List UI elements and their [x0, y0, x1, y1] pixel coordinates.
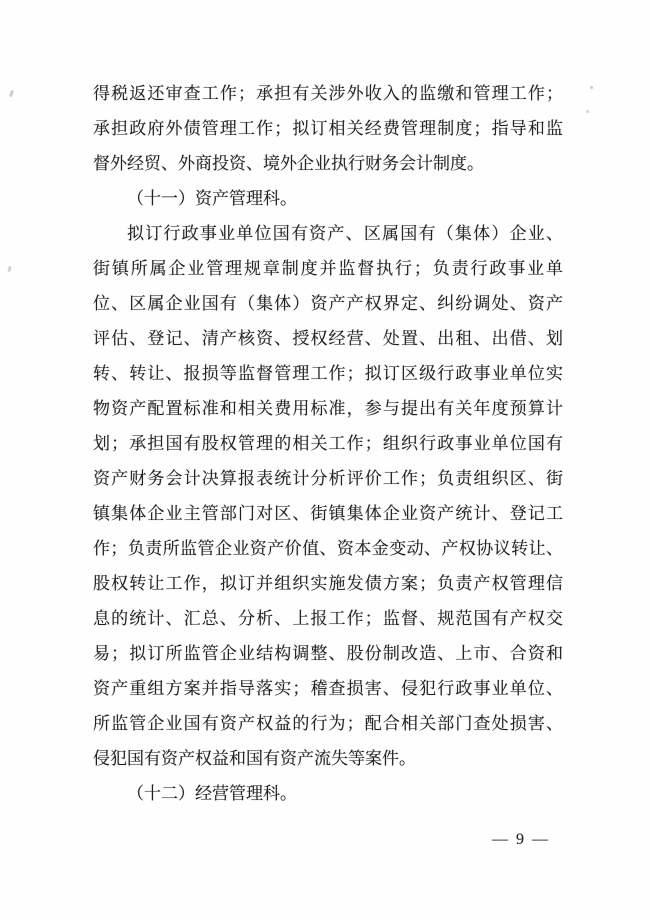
text-line: 评估、登记、清产核资、授权经营、处置、出租、出借、划 [93, 329, 563, 348]
text-line: 息的统计、汇总、分析、上报工作；监督、规范国有产权交 [93, 609, 563, 628]
page-number: — 9 — [492, 831, 550, 848]
text-line: 易；拟订所监管企业结构调整、股份制改造、上市、合资和 [93, 644, 563, 663]
scan-artifact [590, 86, 593, 89]
text-line: 督外经贸、外商投资、境外企业执行财务会计制度。 [93, 154, 484, 173]
text-line: 转、转让、报损等监督管理工作；拟订区级行政事业单位实 [93, 364, 563, 383]
document-body [93, 76, 563, 811]
text-line: 资产重组方案并指导落实；稽查损害、侵犯行政事业单位、 [93, 679, 563, 698]
text-line: 划；承担国有股权管理的相关工作；组织行政事业单位国有 [93, 434, 563, 453]
text-line: 位、区属企业国有（集体）资产产权界定、纠纷调处、资产 [93, 294, 563, 313]
text-line: 物资产配置标准和相关费用标准，参与提出有关年度预算计 [93, 399, 563, 418]
text-line: （十二）经营管理科。 [127, 784, 297, 803]
text-line: 街镇所属企业管理规章制度并监督执行；负责行政事业单 [93, 259, 563, 278]
scan-artifact [586, 110, 589, 113]
scan-artifact [9, 90, 14, 98]
text-line: 股权转让工作，拟订并组织实施发债方案；负责产权管理信 [93, 574, 563, 593]
text-line: 拟订行政事业单位国有资产、区属国有（集体）企业、 [127, 224, 563, 243]
text-line: 镇集体企业主管部门对区、街镇集体企业资产统计、登记工 [93, 504, 563, 523]
text-line: 作；负责所监管企业资产价值、资本金变动、产权协议转让、 [93, 539, 563, 558]
text-line: 资产财务会计决算报表统计分析评价工作；负责组织区、街 [93, 469, 563, 488]
scan-artifact [7, 266, 11, 273]
text-line: 侵犯国有资产权益和国有资产流失等案件。 [93, 749, 416, 768]
text-line: （十一）资产管理科。 [127, 189, 297, 208]
text-line: 得税返还审查工作；承担有关涉外收入的监缴和管理工作； [93, 84, 563, 103]
text-line: 所监管企业国有资产权益的行为；配合相关部门查处损害、 [93, 714, 563, 733]
text-line: 承担政府外债管理工作；拟订相关经费管理制度；指导和监 [93, 119, 563, 138]
